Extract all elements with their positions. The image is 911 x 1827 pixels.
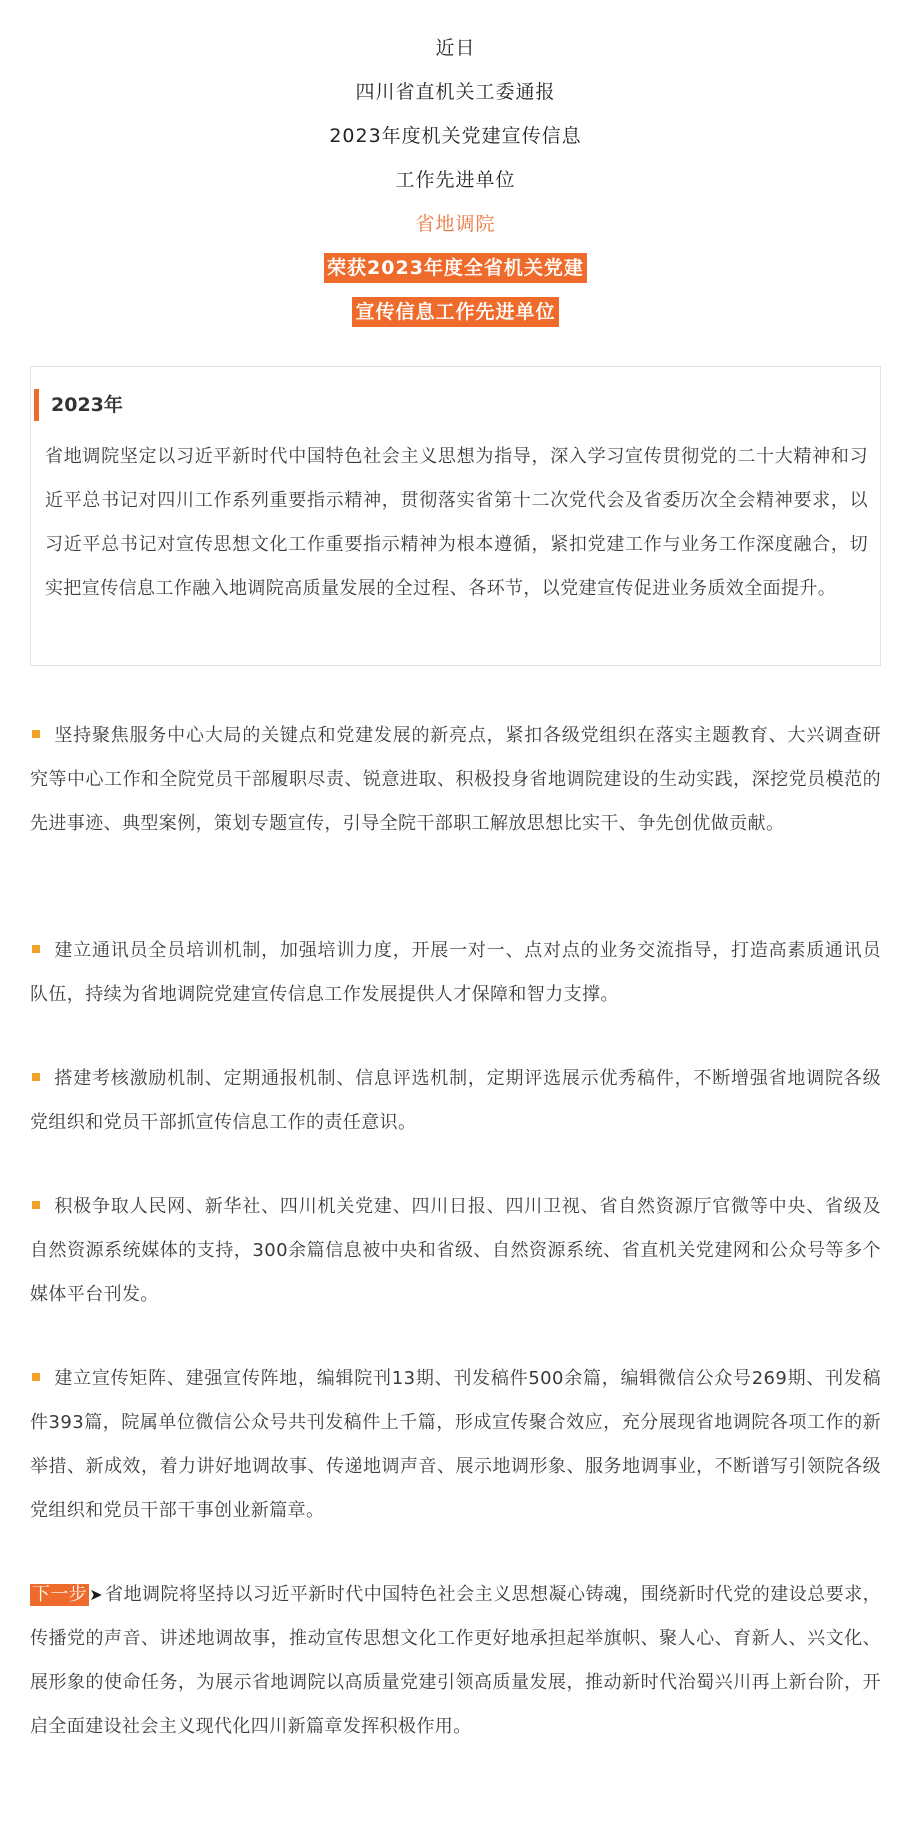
bullet-paragraph — [30, 1057, 881, 1145]
award-highlight-line-1: 荣获2023年度全省机关党建 — [324, 253, 587, 283]
bullet-square-icon — [32, 1201, 40, 1209]
header-line-category: 工作先进单位 — [395, 169, 516, 191]
bullet-square-icon — [32, 1373, 40, 1381]
next-step-tag: 下一步 — [32, 1584, 88, 1605]
summary-heading: 2023年 — [34, 389, 868, 421]
award-highlight-line-2: 宣传信息工作先进单位 — [352, 297, 558, 327]
header-line-issuer: 四川省直机关工委通报 — [355, 81, 556, 103]
bullet-paragraph — [30, 714, 881, 846]
bullet-text: 建立通讯员全员培训机制，加强培训力度，开展一对一、点对点的业务交流指导，打造高素质通讯员队伍，持续为省地调院党建宣传信息工作发展提供人才保障和智力支撑。 — [30, 940, 881, 1005]
bullet-paragraph — [30, 929, 881, 1017]
bullet-square-icon — [32, 945, 40, 953]
next-step-text: 省地调院将坚持以习近平新时代中国特色社会主义思想凝心铸魂，围绕新时代党的建设总要求，传播党的声音、讲述地调故事，推动宣传思想文化工作更好地承担起举旗帜、聚人心、育新人、兴文化、展形象的使命任务，为展示省地调院以高质量党建引领高质量发展，推动新时代治蜀兴川再上新台阶，开启全面建设社会主义现代化四川新篇章发挥积极作用。 — [30, 1584, 881, 1737]
header-org-name: 省地调院 — [415, 213, 496, 235]
bullet-text: 坚持聚焦服务中心大局的关键点和党建发展的新亮点，紧扣各级党组织在落实主题教育、大兴调查研究等中心工作和全院党员干部履职尽责、锐意进取、积极投身省地调院建设的生动实践，深挖党员模范的先进事迹、典型案例，策划专题宣传，引导全院干部职工解放思想比实干、争先创优做贡献。 — [30, 725, 881, 834]
summary-text: 省地调院坚定以习近平新时代中国特色社会主义思想为指导，深入学习宣传贯彻党的二十大精神和习近平总书记对四川工作系列重要指示精神，贯彻落实省第十二次党代会及省委历次全会精神要求，以习近平总书记对宣传思想文化工作重要指示精神为根本遵循，紧扣党建工作与业务工作深度融合，切实把宣传信息工作融入地调院高质量发展的全过程、各环节，以党建宣传促进业务质效全面提升。 — [45, 446, 868, 599]
announcement-header — [0, 0, 911, 334]
header-line-year: 2023年度机关党建宣传信息 — [329, 125, 582, 147]
bullet-text: 搭建考核激励机制、定期通报机制、信息评选机制，定期评选展示优秀稿件，不断增强省地调院各级党组织和党员干部抓宣传信息工作的责任意识。 — [30, 1068, 881, 1133]
next-step-paragraph — [30, 1573, 881, 1749]
bullet-paragraph — [30, 1357, 881, 1533]
bullet-paragraph — [30, 1185, 881, 1317]
bullet-square-icon — [32, 1073, 40, 1081]
bullet-text: 建立宣传矩阵、建强宣传阵地，编辑院刊13期、刊发稿件500余篇，编辑微信公众号269期、刊发稿件393篇，院属单位微信公众号共刊发稿件上千篇，形成宣传聚合效应，充分展现省地调院各项工作的新举措、新成效，着力讲好地调故事、传递地调声音、展示地调形象、服务地调事业，不断谱写引领院各级党组织和党员干部干事创业新篇章。 — [30, 1368, 881, 1521]
header-line-recent: 近日 — [435, 37, 476, 59]
bullet-square-icon — [32, 730, 40, 738]
arrow-right-icon: ➤ — [89, 1585, 104, 1604]
bullet-text: 积极争取人民网、新华社、四川机关党建、四川日报、四川卫视、省自然资源厅官微等中央、省级及自然资源系统媒体的支持，300余篇信息被中央和省级、自然资源系统、省直机关党建网和公众号等多个媒体平台刊发。 — [30, 1196, 881, 1305]
summary-box — [30, 366, 881, 666]
